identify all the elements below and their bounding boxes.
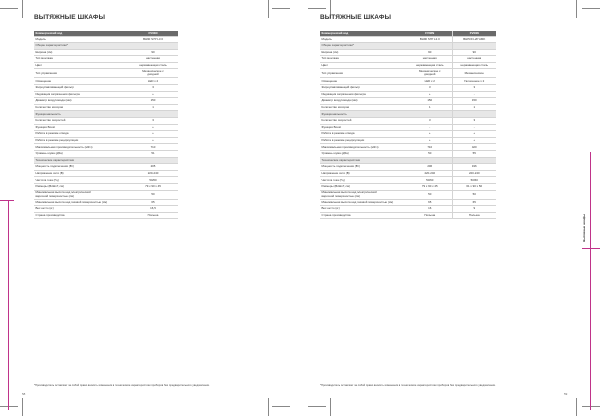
row-value: 50 [128,190,178,199]
row-value: настенная [128,56,178,63]
row-value: 50 [408,151,452,158]
table-row [320,36,496,43]
row-value [452,157,496,164]
row-value: 206 [408,164,452,171]
row-label: Максимальная производительность (м3/ч) [34,144,128,151]
table-row [320,104,496,111]
row-value [128,157,178,164]
row-value: 9 [452,206,496,213]
table-row [34,98,178,105]
table-section-row [320,111,496,118]
row-label: Минимальная высота над электрической варочной поверхностью (см) [320,190,408,199]
row-label: Жироулавливающий фильтр [320,85,408,92]
table-section-row [34,157,178,164]
row-label: Напряжение сети (В) [320,170,408,177]
row-label: Страна производства [34,212,128,219]
table-row [34,69,178,78]
row-label: Диаметр воздуховода (мм) [34,98,128,105]
row-value: 50 [452,190,496,199]
row-value: + [452,131,496,138]
row-label: Общие характеристики* [34,43,128,50]
row-label: Технические характеристики [34,157,128,164]
table-row [34,49,178,56]
row-value: + [452,137,496,144]
row-value: 79 х 90 х 45 [128,183,178,190]
row-label: Количество моторов [34,104,128,111]
row-value: ВН90 S7P L2.0 [408,36,452,43]
table-row [320,183,496,190]
row-value: + [408,91,452,98]
table-row [320,190,496,199]
table-row [320,164,496,171]
row-value: 420 [452,144,496,151]
table-row [320,131,496,138]
row-value: 220-240 [128,170,178,177]
footnote: *Производитель оставляет за собой право вносить изменения в технические характеристики приборов без предварительного уведомления. [320,384,496,387]
row-label: Жироулавливающий фильтр [34,85,128,92]
row-value: FV03N [452,31,496,36]
right-page [302,0,600,416]
row-value: - [452,124,496,131]
spec-table [320,31,496,219]
row-value: 220-240 [452,170,496,177]
row-value: нержавеющая сталь [408,62,452,69]
row-value: 3 [128,118,178,125]
row-label: Работа в режиме отвода [320,131,408,138]
table-row [320,78,496,85]
row-value: нержавеющая сталь [128,62,178,69]
row-value: 90 [128,49,178,56]
row-value: настенная [408,56,452,63]
table-row [34,170,178,177]
row-value: 50/60 [408,177,452,184]
row-value: 50/60 [452,177,496,184]
table-row [34,206,178,213]
row-value: Польша [128,212,178,219]
row-label: Функциональность [34,111,128,118]
row-value [128,43,178,50]
row-value: + [408,131,452,138]
row-label: Тип монтажа [320,56,408,63]
row-label: Напряжение сети (В) [34,170,128,177]
table-row [320,199,496,206]
table-row [34,137,178,144]
row-value: - [408,124,452,131]
row-value: LED x 2 [408,78,452,85]
table-row [34,144,178,151]
row-label: Количество скоростей [34,118,128,125]
row-value [452,111,496,118]
row-value: 3 [408,118,452,125]
row-value: 1 [452,104,496,111]
row-label: Модель [34,36,128,43]
row-label: Частота тока (Гц) [320,177,408,184]
row-value: FV02N [408,31,452,36]
row-label: Модель [320,36,408,43]
table-row [34,131,178,138]
row-label: Уровень шума (дБа) [320,151,408,158]
table-row [320,69,496,78]
table-row [320,98,496,105]
row-value: Механическое [452,69,496,78]
row-label: Частота тока (Гц) [34,177,128,184]
table-row [320,91,496,98]
table-row [34,177,178,184]
table-section-row [34,43,178,50]
row-label: Освещение [320,78,408,85]
row-label: Функция Boost [34,124,128,131]
row-label: Индикация загрязнения фильтра [34,91,128,98]
table-row [320,56,496,63]
row-label: Страна производства [320,212,408,219]
table-row [34,118,178,125]
table-row [320,49,496,56]
table-row [320,212,496,219]
row-value: 65 [128,199,178,206]
table-row [34,85,178,92]
row-value: - [452,91,496,98]
footnote: *Производитель оставляет за собой право вносить изменения в технические характеристики приборов без предварительного уведомления. [34,384,210,387]
row-label: Технические характеристики [320,157,408,164]
table-row [320,62,496,69]
row-label: Максимальная производительность (м3/ч) [320,144,408,151]
row-value: 16,5 [128,206,178,213]
row-value: 90 [408,49,452,56]
table-row [320,151,496,158]
row-label: Тип монтажа [34,56,128,63]
row-label: Мощность подключения (Вт) [34,164,128,171]
table-row [320,124,496,131]
row-value [452,43,496,50]
row-value: 150 [452,98,496,105]
row-value: 3 [408,85,452,92]
page-number: 59 [564,392,568,396]
table-row [34,62,178,69]
row-label: Освещение [34,78,128,85]
table-row [34,91,178,98]
row-value: + [128,124,178,131]
page-title: ВЫТЯЖНЫЕ ШКАФЫ [34,14,106,21]
row-value: 150 [128,98,178,105]
row-value: 220-240 [408,170,452,177]
row-label: Коммерческий код [34,31,128,36]
table-row [34,56,178,63]
row-label: Цвет [34,62,128,69]
table-row [320,144,496,151]
row-value: LED x 2 [128,78,178,85]
row-value: настенная [452,56,496,63]
row-label: Размеры (ВхШхГ, см) [34,183,128,190]
row-value [128,111,178,118]
table-section-row [320,43,496,50]
table-row [34,124,178,131]
row-value: FV01N [128,31,178,36]
row-label: Тип управления [34,69,128,78]
row-label: Индикация загрязнения фильтра [320,91,408,98]
row-value: 710 [128,144,178,151]
row-value: + [128,131,178,138]
row-label: Ширина (см) [34,49,128,56]
table-row [320,118,496,125]
table-row [34,104,178,111]
row-label: Функция Boost [320,124,408,131]
table-section-row [34,111,178,118]
row-value: 1 [408,104,452,111]
row-value: 51 [128,151,178,158]
row-label: Работа в режиме рециркуляции [34,137,128,144]
table-row [34,151,178,158]
row-value: Польша [408,212,452,219]
table-row [34,183,178,190]
table-row [320,137,496,144]
table-row [34,212,178,219]
row-label: Уровень шума (дБа) [34,151,128,158]
row-value [408,43,452,50]
row-value: 3 [452,85,496,92]
row-value: 50/60 [128,177,178,184]
row-label: Вес нетто (кг) [320,206,408,213]
table-row [34,164,178,171]
row-value [408,111,452,118]
row-label: Количество моторов [320,104,408,111]
row-label: Вес нетто (кг) [34,206,128,213]
row-value: + [128,137,178,144]
row-label: Функциональность [320,111,408,118]
row-label: Коммерческий код [320,31,408,36]
row-value: 3 [128,85,178,92]
side-tab-label: Вытяжные шкафы [582,214,586,242]
table-section-row [320,157,496,164]
spec-table [34,31,178,219]
row-value: Галогенное x 2 [452,78,496,85]
left-page [0,0,298,416]
row-value: нержавеющая сталь [452,62,496,69]
row-value: + [408,137,452,144]
row-label: Диаметр воздуховода (мм) [320,98,408,105]
row-value: 65 [452,199,496,206]
page-number: 58 [22,392,26,396]
row-value: 55 [452,151,496,158]
row-value: Механическое с диодной [408,69,452,78]
row-label: Цвет [320,62,408,69]
table-row [320,206,496,213]
row-value: 1 [128,104,178,111]
table-row [34,190,178,199]
row-label: Количество скоростей [320,118,408,125]
row-value: 65 [408,199,452,206]
row-value: 90 [452,49,496,56]
row-label: Общие характеристики* [320,43,408,50]
row-value: 205 [128,164,178,171]
row-label: Тип управления [320,69,408,78]
row-value: 3 [452,118,496,125]
page-title: ВЫТЯЖНЫЕ ШКАФЫ [320,14,392,21]
row-label: Минимальная высота над газовой поверхностью (см) [320,199,408,206]
row-value: 50 [408,190,452,199]
row-value [408,157,452,164]
row-label: Работа в режиме отвода [34,131,128,138]
row-value: + [128,91,178,98]
row-value: 710 [408,144,452,151]
table-row [34,199,178,206]
row-label: Мощность подключения (Вт) [320,164,408,171]
row-value: ВНРК9 L2P AMK [452,36,496,43]
row-value: 150 [408,98,452,105]
table-row [34,36,178,43]
row-value: 16 [408,206,452,213]
row-label: Работа в режиме рециркуляции [320,137,408,144]
row-value: 196 [452,164,496,171]
row-value: 61 х 90 х 50 [452,183,496,190]
table-row [34,78,178,85]
row-label: Ширина (см) [320,49,408,56]
table-row [320,170,496,177]
row-value: ВН90 S7P L3.0 [128,36,178,43]
row-value: Механическое с диодной [128,69,178,78]
row-value: 79 х 90 х 45 [408,183,452,190]
row-label: Размеры (ВхШхГ, см) [320,183,408,190]
row-value: Польша [452,212,496,219]
side-tab [582,208,586,248]
row-label: Минимальная высота над газовой поверхностью (см) [34,199,128,206]
row-label: Минимальная высота над электрической варочной поверхностью (см) [34,190,128,199]
table-row [320,177,496,184]
table-row [320,85,496,92]
